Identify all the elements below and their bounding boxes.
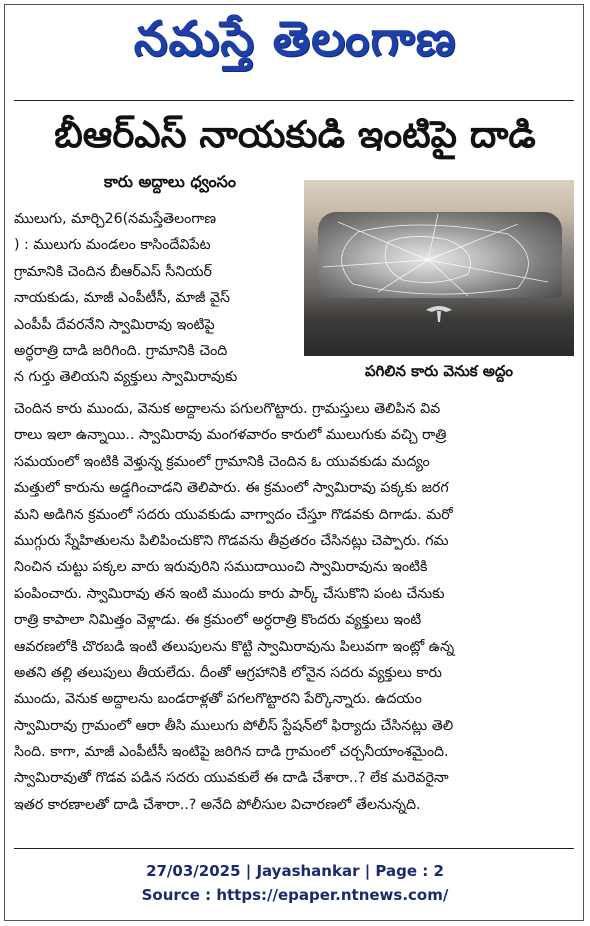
body-line: ముందు, వెనుక అద్దాలను బండరాళ్లతో పగలగొట్టారని పేర్కొన్నారు. ఉదయం (14, 691, 422, 708)
newspaper-masthead (40, 10, 550, 80)
article-headline: బీఆర్ఎస్ నాయకుడి ఇంటిపై దాడి (54, 113, 536, 156)
glass-crack-lines (318, 212, 562, 298)
body-line: రాత్రి కాపాలా నిమిత్తం వెళ్లాడు. ఈ క్రమంలో అర్ధరాత్రి కొందరు వ్యక్తులు ఇంటి (14, 612, 422, 629)
body-line: ఆవరణలోకి చొరబడి ఇంటి తలుపులను కొట్టి స్వామిరావును పిలువగా ఇంట్లో ఉన్న (14, 638, 455, 655)
body-line: రాలు ఇలా ఉన్నాయి.. స్వామిరావు మంగళవారం కారులో ములుగుకు వచ్చి రాత్రి (14, 427, 447, 444)
masthead-title: నమస్తే తెలంగాణ (133, 11, 457, 67)
photo-caption: పగిలిన కారు వెనుక అద్దం (364, 362, 514, 380)
body-line: సింది. కాగా, మాజీ ఎంపీటీసీ ఇంటిపై జరిగిన దాడి గ్రామంలో చర్చనీయాంశమైంది. (14, 744, 449, 761)
body-line: ) : ములుగు మండలం కాసిందేవిపేట (14, 237, 211, 254)
footer-divider (14, 848, 574, 849)
body-line: అతని తల్లి తలుపులు తీయలేదు. దీంతో ఆగ్రహానికి లోనైన సదరు వ్యక్తులు కారు (14, 664, 442, 681)
body-line: స్వామిరావు గ్రామంలో ఆరా తీసి ములుగు పోలీస్ స్టేషన్‌లో ఫిర్యాదు చేసినట్లు తెలి (14, 717, 454, 734)
body-line: మని అడిగిన క్రమంలో సదరు యువకుడు వాగ్వాదం చేస్తూ గొడవకు దిగాడు. మరో (14, 506, 453, 523)
body-line: న గుర్తు తెలియని వ్యక్తులు స్వామిరావుకు (14, 369, 238, 386)
body-line: ముగ్గురు స్నేహితులను పిలిపించుకొని గొడవను తీవ్రతరం చేసినట్లు చెప్పారు. గమ (14, 532, 449, 549)
body-line: పంపించారు. స్వామిరావు తన ఇంటి ముందు కారు పార్క్ చేసుకొని పంట చేనుకు (14, 585, 445, 602)
body-line: చెందిన కారు ముందు, వెనుక అద్దాలను పగులగొట్టారు. గ్రామస్తులు తెలిపిన వివ (14, 401, 441, 417)
body-line: ఇతర కారణాలతో దాడి చేశారా..? అనేది పోలీసుల విచారణలో తేలనున్నది. (14, 796, 421, 813)
body-line: ములుగు, మార్చి26(నమస్తేతెలంగాణ (14, 211, 217, 227)
car-brand-logo-icon (424, 302, 454, 324)
article-body-wide-column (14, 396, 576, 818)
body-line: నించిన చుట్టు పక్కల వారు ఇరువురిని సముదాయించి స్వామిరావును ఇంటికి (14, 559, 428, 576)
footer-source-link[interactable]: Source : https://epaper.ntnews.com/ (141, 886, 449, 904)
body-line: సమయంలో ఇంటికి వెళ్తున్న క్రమంలో గ్రామానికి చెందిన ఓ యువకుడు మద్యం (14, 453, 430, 470)
article-body-narrow-column (14, 206, 298, 391)
body-line: గ్రామానికి చెందిన బీఆర్ఎస్ సీనియర్ (14, 263, 212, 280)
masthead-divider (14, 100, 574, 101)
body-line: నాయకుడు, మాజీ ఎంపీటీసీ, మాజీ వైస్ (14, 290, 230, 307)
news-photo-broken-car-window (304, 180, 574, 356)
article-subheadline: కారు అద్దాలు ధ్వంసం (104, 172, 236, 191)
body-line: అర్ధరాత్రి దాడి జరిగింది. గ్రామానికి చెంది (14, 342, 228, 359)
footer-edition-info: 27/03/2025 | Jayashankar | Page : 2 (146, 862, 444, 880)
body-line: మత్తులో కారును అడ్డగించాడని తెలిపారు. ఈ క్రమంలో స్వామిరావు పక్కకు జరగ (14, 480, 449, 497)
body-line: ఎంపీపీ దేవరనేని స్వామిరావు ఇంటిపై (14, 316, 215, 333)
body-line: స్వామిరావుతో గొడవ పడిన సదరు యువకులే ఈ దాడి చేశారా..? లేక మరెవరైనా (14, 770, 449, 787)
